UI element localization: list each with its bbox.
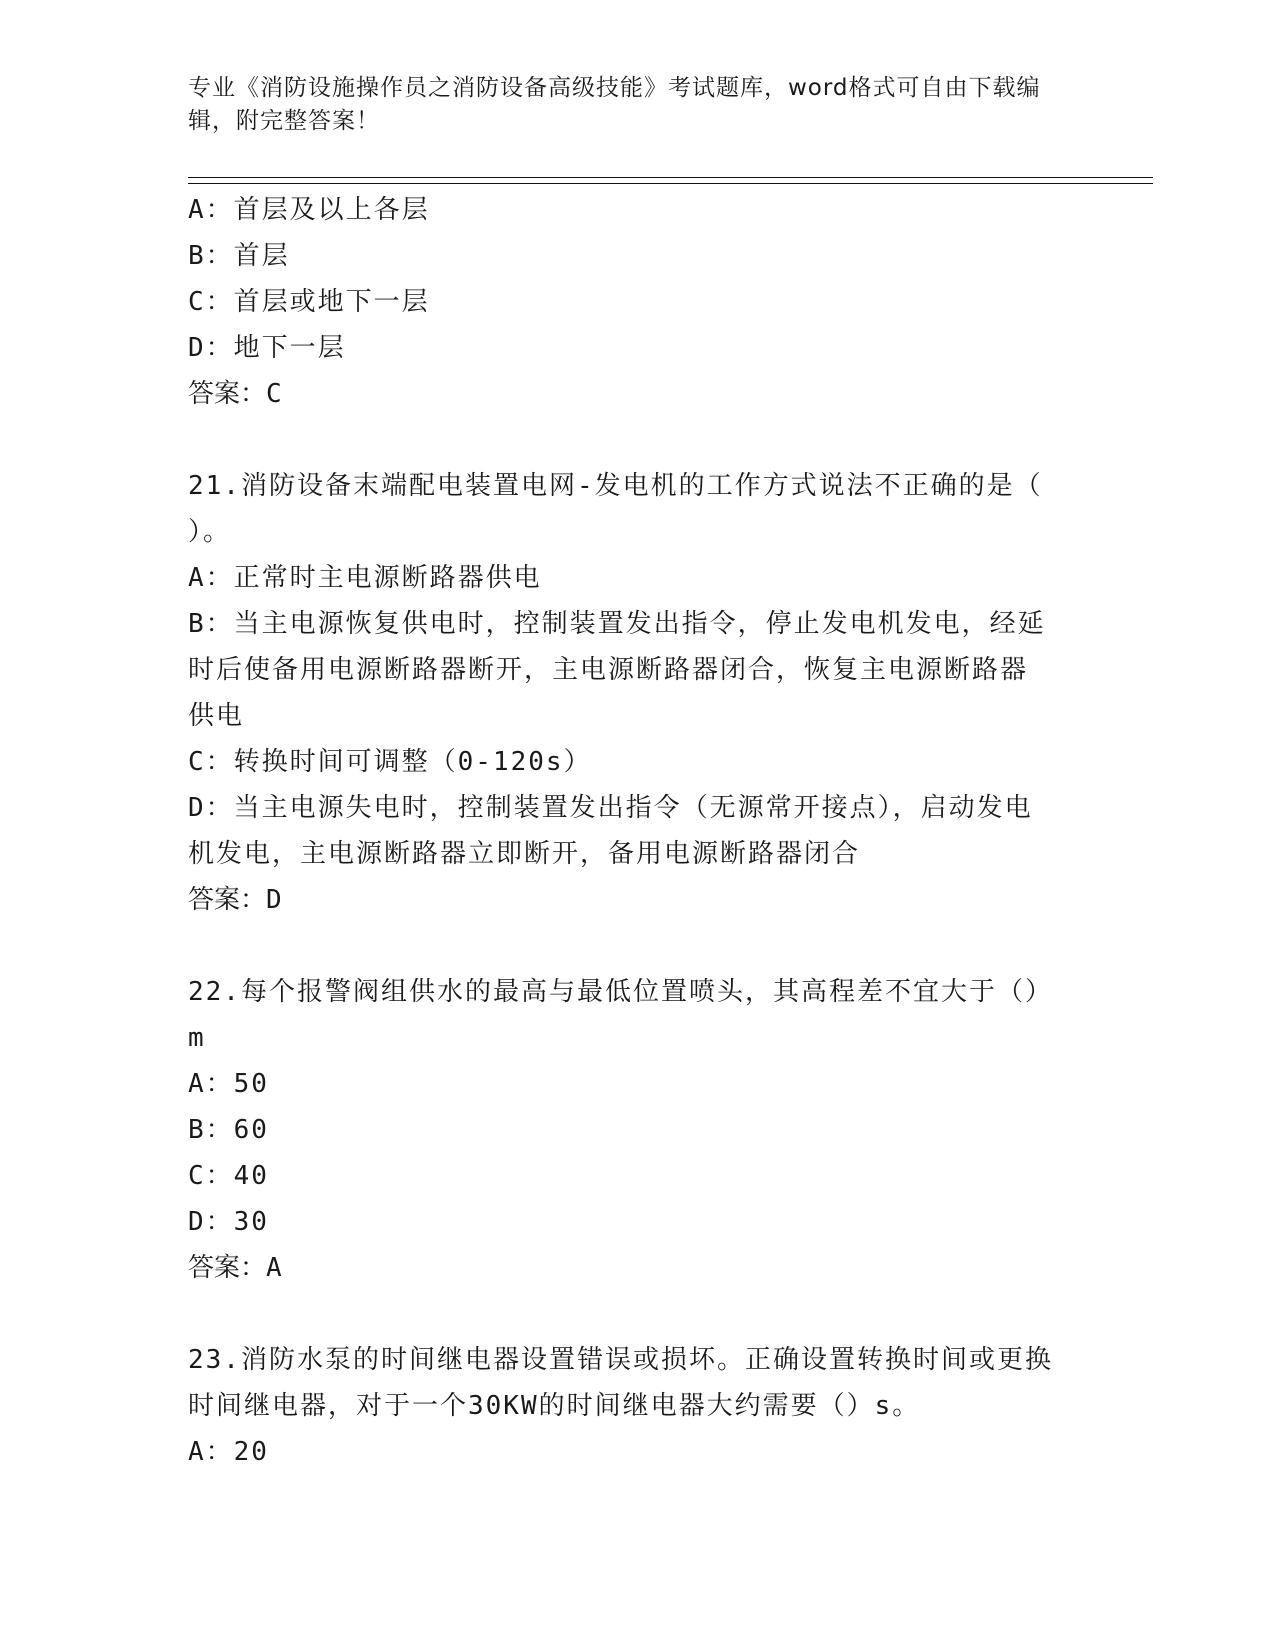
option-line: D：30 (188, 1207, 269, 1237)
spacer (188, 1291, 1088, 1337)
question-stem-line: 23.消防水泵的时间继电器设置错误或损坏。正确设置转换时间或更换 (188, 1345, 1053, 1375)
option-line: B：60 (188, 1115, 269, 1145)
answer-line (188, 1245, 1088, 1291)
question-content (188, 187, 1088, 1475)
answer-label: 答案： (188, 379, 267, 409)
header-line-2: 辑，附完整答案！ (188, 108, 380, 134)
header-rule-bottom (188, 183, 1153, 184)
answer-label: 答案： (188, 885, 267, 915)
option-line: C：首层或地下一层 (188, 287, 430, 317)
option-line: A：正常时主电源断路器供电 (188, 563, 542, 593)
question-stem-line: 22.每个报警阀组供水的最高与最低位置喷头，其高程差不宜大于（） (188, 977, 1053, 1007)
option-line: C：40 (188, 1161, 269, 1191)
answer-line (188, 877, 1088, 923)
question-stem-line: 时间继电器，对于一个30KW的时间继电器大约需要（）s。 (188, 1391, 921, 1421)
answer-line (188, 371, 1088, 417)
option-line: 供电 (188, 701, 245, 731)
option-line: D：当主电源失电时，控制装置发出指令（无源常开接点），启动发电 (188, 793, 1033, 823)
question-21 (188, 463, 1088, 923)
option-line: B：当主电源恢复供电时，控制装置发出指令，停止发电机发电，经延 (188, 609, 1046, 639)
document-header (188, 72, 1068, 138)
answer-label: 答案： (188, 1253, 267, 1283)
question-stem-line: ）。 (188, 517, 232, 547)
question-stem-line: m (188, 1023, 206, 1053)
answer-value: D (266, 885, 282, 915)
option-line: D：地下一层 (188, 333, 346, 363)
option-line: A：20 (188, 1437, 269, 1467)
option-line: 时后使备用电源断路器断开，主电源断路器闭合，恢复主电源断路器 (188, 655, 1029, 685)
option-line: A：50 (188, 1069, 269, 1099)
question-22 (188, 969, 1088, 1291)
question-stem-line: 21.消防设备末端配电装置电网-发电机的工作方式说法不正确的是（ (188, 471, 1043, 501)
header-rule-top (188, 177, 1153, 178)
question-23 (188, 1337, 1088, 1475)
spacer (188, 417, 1088, 463)
option-line: C：转换时间可调整（0-120s） (188, 747, 592, 777)
spacer (188, 923, 1088, 969)
prev-question-options (188, 187, 1088, 371)
option-line: 机发电，主电源断路器立即断开，备用电源断路器闭合 (188, 839, 861, 869)
option-line: B：首层 (188, 241, 290, 271)
answer-value: A (266, 1253, 282, 1283)
header-line-1: 专业《消防设施操作员之消防设备高级技能》考试题库，word格式可自由下载编 (188, 75, 1041, 101)
option-line: A：首层及以上各层 (188, 195, 430, 225)
answer-value: C (266, 379, 282, 409)
